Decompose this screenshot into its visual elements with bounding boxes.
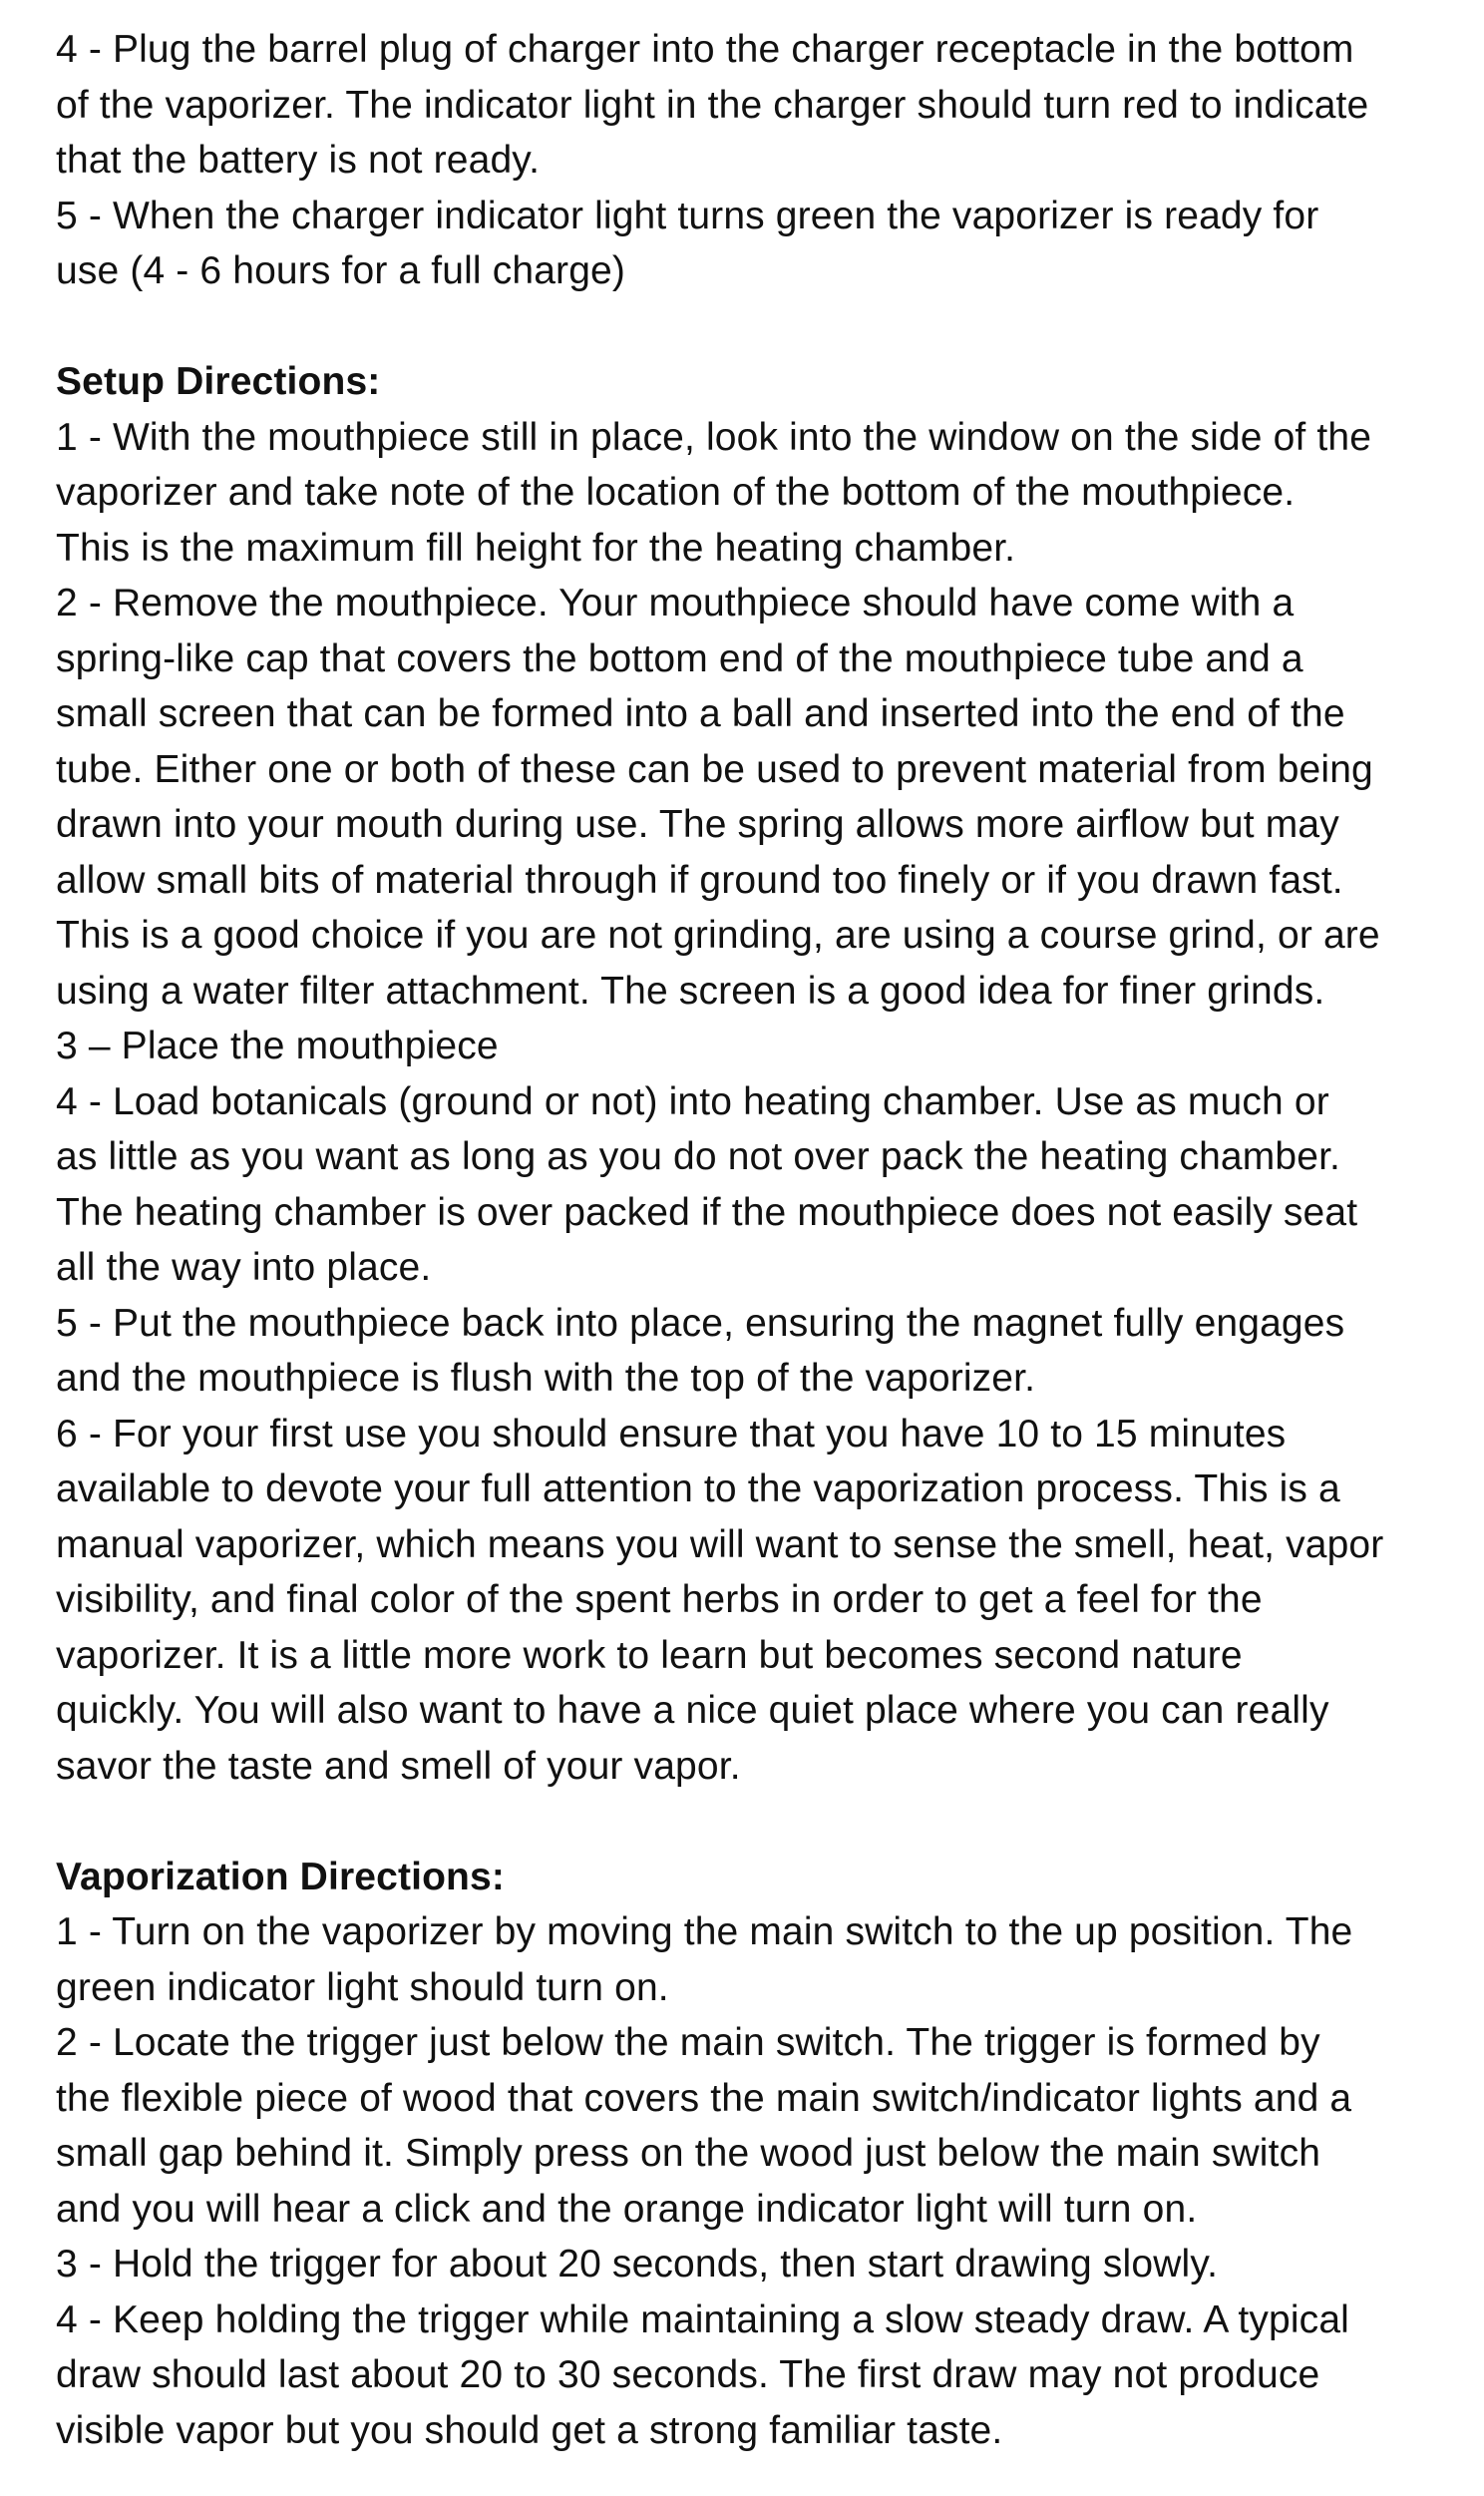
text-line: spring-like cap that covers the bottom end of the mouthpiece tube and a [56, 636, 1303, 680]
text-line: savor the taste and smell of your vapor. [56, 1744, 741, 1788]
text-line: 4 - Load botanicals (ground or not) into heating chamber. Use as much or [56, 1079, 1329, 1123]
text-line: 4 - Plug the barrel plug of charger into the charger receptacle in the bottom [56, 28, 1354, 71]
section-spacer [56, 299, 1452, 355]
text-line: quickly. You will also want to have a nice quiet place where you can really [56, 1689, 1329, 1732]
text-line: This is a good choice if you are not grinding, are using a course grind, or are [56, 914, 1380, 957]
text-line: using a water filter attachment. The screen is a good idea for finer grinds. [56, 969, 1325, 1013]
text-line: tube. Either one or both of these can be used to prevent material from being [56, 747, 1373, 791]
text-line: small gap behind it. Simply press on the wood just below the main switch [56, 2132, 1321, 2175]
vaporization-directions-section [56, 1850, 1452, 2459]
text-line: 3 – Place the mouthpiece [56, 1025, 499, 1067]
text-line: available to devote your full attention to the vaporization process. This is a [56, 1467, 1340, 1510]
text-line: that the battery is not ready. [56, 139, 541, 182]
text-line: 2 - Remove the mouthpiece. Your mouthpiece should have come with a [56, 582, 1295, 624]
text-line: of the vaporizer. The indicator light in the charger should turn red to indicate [56, 83, 1369, 127]
text-line: green indicator light should turn on. [56, 1965, 669, 2009]
text-line: 1 - Turn on the vaporizer by moving the main switch to the up position. The [56, 1910, 1353, 1953]
section-spacer [56, 1794, 1452, 1850]
text-line: all the way into place. [56, 1246, 432, 1289]
text-line: small screen that can be formed into a ball and inserted into the end of the [56, 692, 1345, 735]
text-line: and the mouthpiece is flush with the top of the vaporizer. [56, 1357, 1036, 1400]
text-line: 3 - Hold the trigger for about 20 seconds, then start drawing slowly. [56, 2243, 1219, 2286]
text-line: 6 - For your first use you should ensure that you have 10 to 15 minutes [56, 1412, 1287, 1456]
text-line: This is the maximum fill height for the heating chamber. [56, 526, 1016, 570]
text-line: the flexible piece of wood that covers the main switch/indicator lights and a [56, 2076, 1352, 2120]
instructions-text [56, 22, 1452, 2458]
text-line: 5 - When the charger indicator light turns green the vaporizer is ready for [56, 194, 1319, 237]
text-line: The heating chamber is over packed if the mouthpiece does not easily seat [56, 1190, 1358, 1234]
text-line: allow small bits of material through if ground too finely or if you drawn fast. [56, 858, 1343, 902]
text-line: and you will hear a click and the orange indicator light will turn on. [56, 2187, 1198, 2231]
text-line: vaporizer. It is a little more work to learn but becomes second nature [56, 1633, 1243, 1677]
text-line: use (4 - 6 hours for a full charge) [56, 249, 626, 292]
text-line: vaporizer and take note of the location of the bottom of the mouthpiece. [56, 471, 1296, 514]
text-line: 1 - With the mouthpiece still in place, look into the window on the side of the [56, 415, 1372, 459]
text-line: 2 - Locate the trigger just below the main switch. The trigger is formed by [56, 2021, 1320, 2064]
text-line: 5 - Put the mouthpiece back into place, ensuring the magnet fully engages [56, 1301, 1345, 1345]
text-line: manual vaporizer, which means you will want to sense the smell, heat, vapor [56, 1522, 1384, 1566]
text-line: 4 - Keep holding the trigger while maintaining a slow steady draw. A typical [56, 2297, 1349, 2341]
text-line: visible vapor but you should get a strong familiar taste. [56, 2408, 1003, 2452]
setup-directions-heading: Setup Directions: [56, 360, 381, 403]
text-line: visibility, and final color of the spent herbs in order to get a feel for the [56, 1578, 1263, 1621]
setup-directions-section [56, 354, 1452, 1794]
vaporization-directions-heading: Vaporization Directions: [56, 1855, 506, 1898]
charging-steps [56, 22, 1452, 299]
text-line: drawn into your mouth during use. The spring allows more airflow but may [56, 803, 1339, 846]
text-line: draw should last about 20 to 30 seconds. The first draw may not produce [56, 2353, 1320, 2396]
text-line: as little as you want as long as you do not over pack the heating chamber. [56, 1135, 1341, 1178]
